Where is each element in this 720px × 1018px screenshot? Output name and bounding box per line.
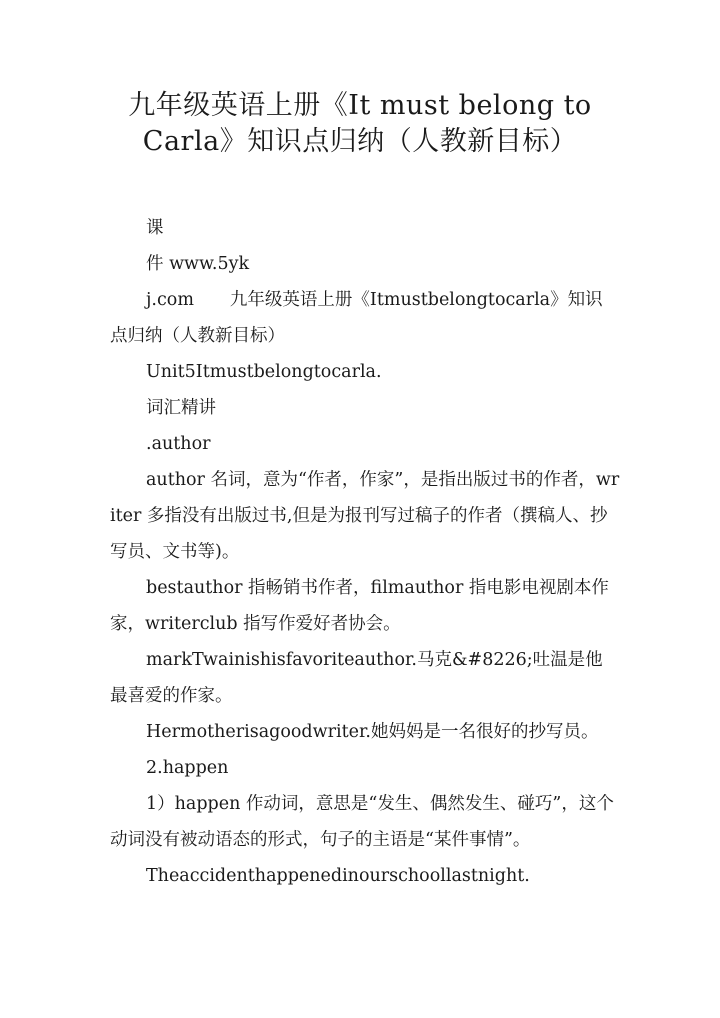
paragraph: Unit5Itmustbelongtocarla. <box>146 362 382 382</box>
paragraph: .author <box>146 434 211 454</box>
title-line-1: 九年级英语上册《It must belong to <box>128 90 592 121</box>
document-title <box>110 88 610 160</box>
paragraph <box>110 282 620 354</box>
paragraph: 2.happen <box>146 758 229 778</box>
paragraph: Theaccidenthappenedinourschoollastnight. <box>146 866 530 886</box>
paragraph: Hermotherisagoodwriter.她妈妈是一名很好的抄写员。 <box>146 722 599 742</box>
paragraph: markTwainishisfavoriteauthor.马克&#8226;吐温是他最喜爱的作家。 <box>110 650 603 706</box>
paragraph: 课 <box>146 218 164 238</box>
paragraph: bestauthor 指畅销书作者，filmauthor 指电影电视剧本作家，writerclub 指写作爱好者协会。 <box>110 578 609 634</box>
paragraph-text: 九年级英语上册《Itmustbelongtocarla》知识点归纳（人教新目标） <box>110 290 603 346</box>
paragraph: 1）happen 作动词，意思是“发生、偶然发生、碰巧”，这个动词没有被动语态的形式，句子的主语是“某件事情”。 <box>110 794 614 850</box>
paragraph: 件 www.5yk <box>146 254 250 274</box>
document-body <box>0 210 720 894</box>
paragraph: 词汇精讲 <box>146 398 216 418</box>
paragraph-prefix: j.com <box>146 290 194 310</box>
title-line-2: Carla》知识点归纳（人教新目标） <box>142 126 578 157</box>
paragraph: author 名词，意为“作者，作家”，是指出版过书的作者，writer 多指没有出版过书,但是为报刊写过稿子的作者（撰稿人、抄写员、文书等)。 <box>110 470 620 562</box>
